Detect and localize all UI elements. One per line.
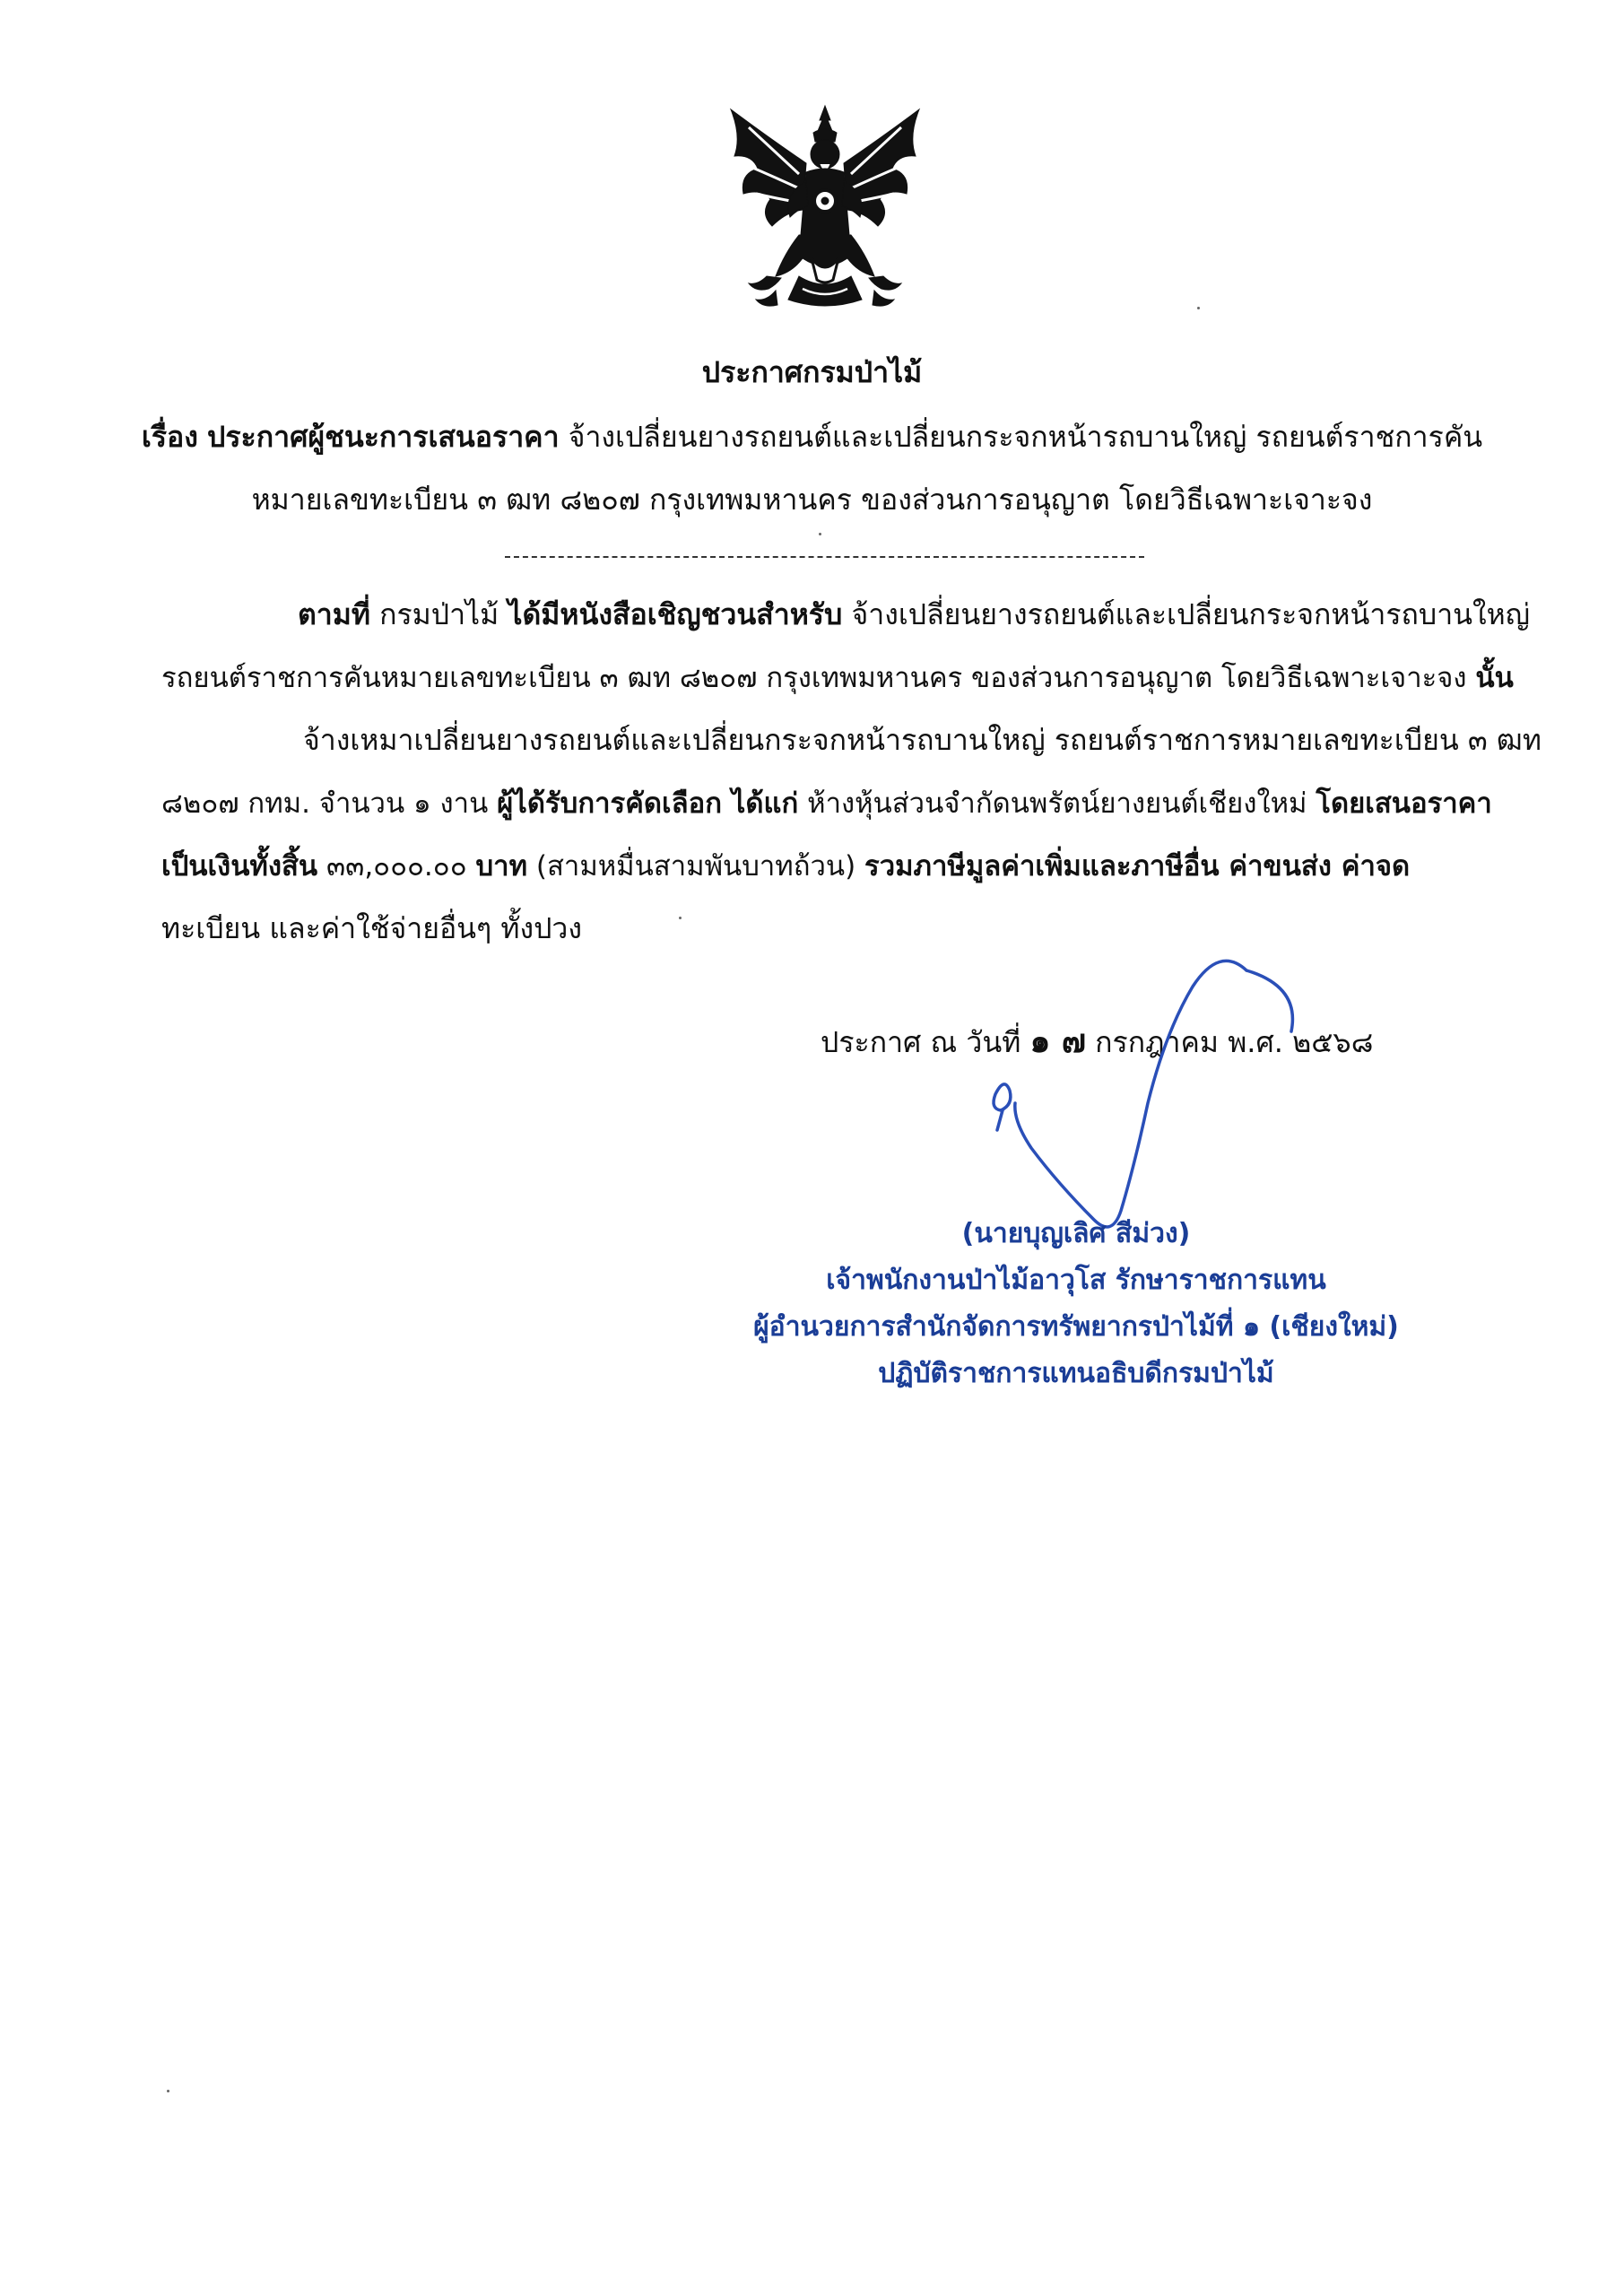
- scan-speck: [167, 2090, 169, 2092]
- para-1-line-2-text: รถยนต์ราชการคันหมายเลขทะเบียน ๓ ฒท ๘๒๐๗ กรุงเทพมหานคร ของส่วนการอนุญาต โดยวิธีเฉพาะเจาะจง: [161, 662, 1467, 694]
- para-1-end: นั้น: [1475, 662, 1514, 694]
- announcement-title: ประกาศกรมป่าไม้: [701, 355, 923, 389]
- body-para-2-line-3: [161, 843, 1410, 888]
- body-para-1-line-1: [298, 592, 1530, 638]
- signer-position-3: ปฏิบัติราชการแทนอธิบดีกรมป่าไม้: [878, 1358, 1274, 1389]
- para-2-currency: บาท: [475, 850, 528, 883]
- para-1-bold: ได้มีหนังสือเชิญชวนสำหรับ: [508, 597, 843, 631]
- signer-position-1: เจ้าพนักงานป่าไม้อาวุโส รักษาราชการแทน: [826, 1265, 1326, 1296]
- para-2-line-2-bold: ผู้ได้รับการคัดเลือก ได้แก่: [497, 787, 799, 820]
- para-1-agency: กรมป่าไม้: [379, 597, 499, 631]
- para-2-contractor: ห้างหุ้นส่วนจำกัดนพรัตน์ยางยนต์เชียงใหม่: [807, 787, 1307, 820]
- subject-line-2: หมายเลขทะเบียน ๓ ฒท ๘๒๐๗ กรุงเทพมหานคร ของส่วนการอนุญาต โดยวิธีเฉพาะเจาะจง: [251, 483, 1373, 517]
- para-2-line-3-bold-2: รวมภาษีมูลค่าเพิ่มและภาษีอื่น ค่าขนส่ง ค่าจด: [864, 850, 1411, 883]
- date-day: ๑ ๗: [1029, 1023, 1086, 1060]
- para-2-line-2-bold-2: โดยเสนอราคา: [1316, 787, 1492, 820]
- date-year: ๒๕๖๘: [1292, 1025, 1374, 1059]
- para-2-amount: ๓๓,๐๐๐.๐๐: [326, 850, 467, 883]
- separator-line: [505, 556, 1144, 558]
- body-para-2-line-2: [161, 780, 1492, 825]
- body-para-2-line-4: ทะเบียน และค่าใช้จ่ายอื่นๆ ทั้งปวง: [161, 911, 583, 945]
- body-para-2-line-1: จ้างเหมาเปลี่ยนยางรถยนต์และเปลี่ยนกระจกหน้ารถบานใหญ่ รถยนต์ราชการหมายเลขทะเบียน ๓ ฒท: [303, 723, 1541, 757]
- subject-bold-title: ประกาศผู้ชนะการเสนอราคา: [207, 420, 560, 454]
- para-2-amount-words: (สามหมื่นสามพันบาทถ้วน): [535, 850, 856, 883]
- date-prefix: ประกาศ ณ วันที่: [821, 1025, 1021, 1059]
- signer-name: (นายบุญเลิศ สีม่วง): [961, 1218, 1191, 1249]
- date-month: กรกฎาคม: [1095, 1025, 1220, 1059]
- subject-line-1: [0, 414, 1624, 460]
- para-2-line-2a: ๘๒๐๗ กทม. จำนวน ๑ งาน: [161, 787, 489, 820]
- scan-speck: [819, 533, 821, 535]
- body-para-1-line-2: [161, 655, 1514, 700]
- signer-position-2: ผู้อำนวยการสำนักจัดการทรัพยากรป่าไม้ที่ ๑ (เชียงใหม่): [753, 1311, 1399, 1343]
- scan-speck: [679, 917, 682, 919]
- garuda-emblem-icon: [713, 100, 937, 320]
- para-2-line-3-bold: เป็นเงินทั้งสิ้น: [161, 850, 318, 883]
- subject-line-1-text: จ้างเปลี่ยนยางรถยนต์และเปลี่ยนกระจกหน้ารถบานใหญ่ รถยนต์ราชการคัน: [568, 420, 1483, 454]
- date-year-prefix: พ.ศ.: [1228, 1025, 1283, 1059]
- para-1-rest: จ้างเปลี่ยนยางรถยนต์และเปลี่ยนกระจกหน้ารถบานใหญ่: [851, 597, 1531, 631]
- para-1-lead: ตามที่: [298, 597, 370, 631]
- handwritten-signature: [951, 951, 1327, 1238]
- subject-label: เรื่อง: [141, 420, 198, 454]
- scan-speck: [1197, 307, 1200, 309]
